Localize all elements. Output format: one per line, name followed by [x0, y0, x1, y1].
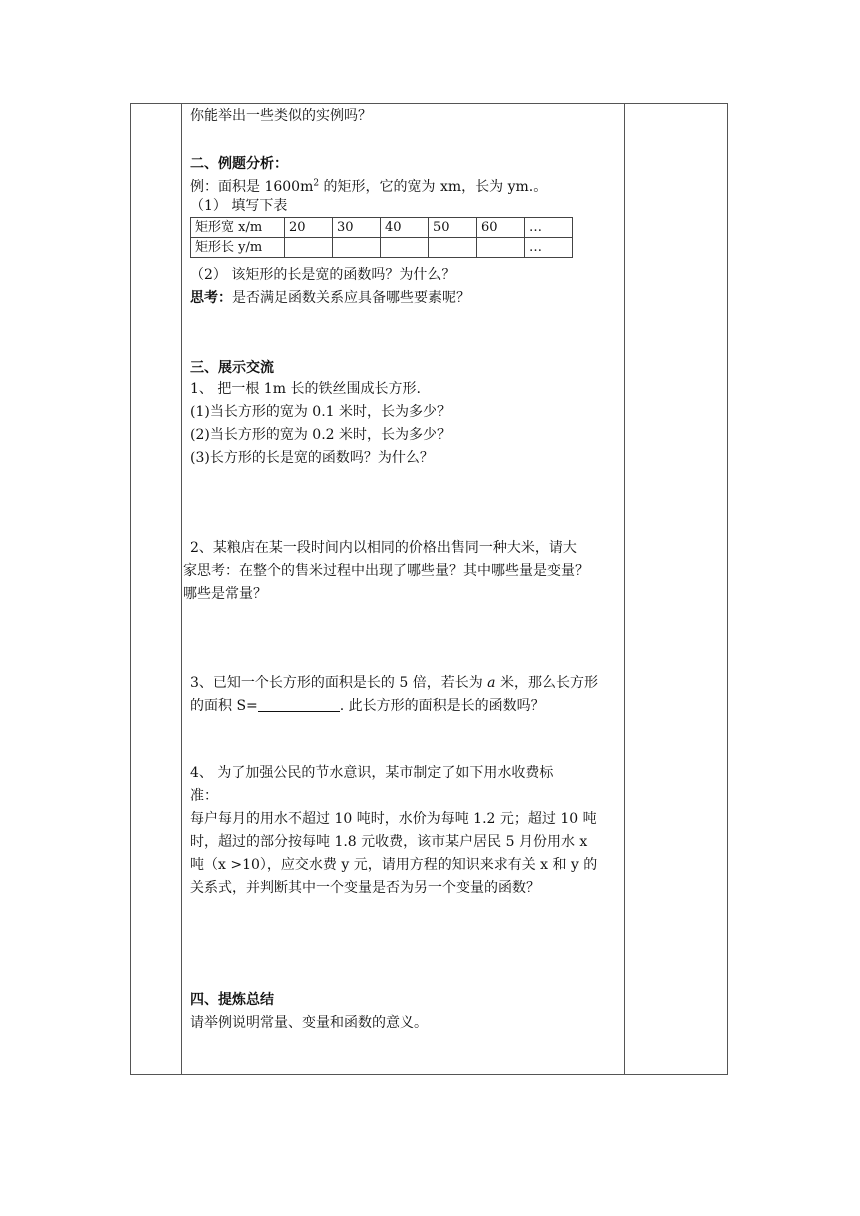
problem-1-title: 1、 把一根 1m 长的铁丝围成长方形.	[190, 381, 421, 397]
example-statement: 例：面积是 $1600m^2$ 的矩形，它的宽为 xm，长为 ym.。	[190, 178, 548, 195]
intro-question: 你能举出一些类似的实例吗？	[190, 108, 372, 124]
column-divider-right	[624, 103, 625, 1075]
problem-4-line: 关系式，并判断其中一个变量是否为另一个变量的函数？	[190, 880, 540, 896]
problem-4-line: 吨（x >10），应交水费 y 元，请用方程的知识来求有关 x 和 y 的	[190, 857, 598, 873]
problem-3-line2: 的面积 S= . 此长方形的面积是长的函数吗？	[190, 698, 545, 714]
table-cell: …	[525, 238, 573, 258]
table-row-length	[191, 238, 573, 258]
fill-in-table	[190, 217, 573, 258]
table-cell	[333, 238, 381, 258]
table-row-width	[191, 218, 573, 238]
problem-2-line: 哪些是常量？	[183, 586, 267, 602]
answer-blank	[258, 697, 340, 712]
problem-4-line: 时，超过的部分按每吨 1.8 元收费，该市某户居民 5 月份用水 x	[190, 834, 588, 850]
think-label: 思考：	[190, 290, 232, 306]
table-cell: 20	[285, 218, 333, 238]
question-1: （1） 填写下表	[190, 198, 288, 214]
problem-1-item: (1)当长方形的宽为 0.1 米时，长为多少？	[190, 404, 451, 420]
section-3-heading: 三、展示交流	[190, 360, 274, 376]
table-cell: …	[525, 218, 573, 238]
question-2: （2） 该矩形的长是宽的函数吗？为什么？	[190, 267, 456, 283]
table-cell	[477, 238, 525, 258]
problem-4-line: 每户每月的用水不超过 10 吨时，水价为每吨 1.2 元；超过 10 吨	[190, 811, 597, 827]
table-cell	[285, 238, 333, 258]
table-cell: 60	[477, 218, 525, 238]
section-4-heading: 四、提炼总结	[190, 992, 274, 1008]
table-cell: 50	[429, 218, 477, 238]
column-divider-left	[181, 103, 182, 1075]
row-header-length: 矩形长 y/m	[191, 238, 285, 258]
row-header-width: 矩形宽 x/m	[191, 218, 285, 238]
table-cell: 30	[333, 218, 381, 238]
problem-3-line1: 3、已知一个长方形的面积是长的 5 倍，若长为 a 米，那么长方形	[190, 675, 598, 691]
think-text: 是否满足函数关系应具备哪些要素呢？	[232, 290, 470, 306]
table-cell	[381, 238, 429, 258]
problem-1-item: (2)当长方形的宽为 0.2 米时，长为多少？	[190, 427, 451, 443]
problem-1-item: (3)长方形的长是宽的函数吗？为什么？	[190, 450, 434, 466]
problem-4-line: 准：	[190, 788, 218, 804]
summary-text: 请举例说明常量、变量和函数的意义。	[190, 1015, 428, 1031]
think-prompt	[190, 289, 470, 307]
section-2-heading: 二、例题分析：	[190, 156, 288, 172]
table-cell: 40	[381, 218, 429, 238]
problem-2-line: 家思考：在整个的售米过程中出现了哪些量？其中哪些量是变量？	[183, 563, 589, 579]
problem-4-line: 4、 为了加强公民的节水意识，某市制定了如下用水收费标	[190, 765, 554, 781]
problem-2-line: 2、某粮店在某一段时间内以相同的价格出售同一种大米，请大	[190, 540, 577, 556]
table-cell	[429, 238, 477, 258]
